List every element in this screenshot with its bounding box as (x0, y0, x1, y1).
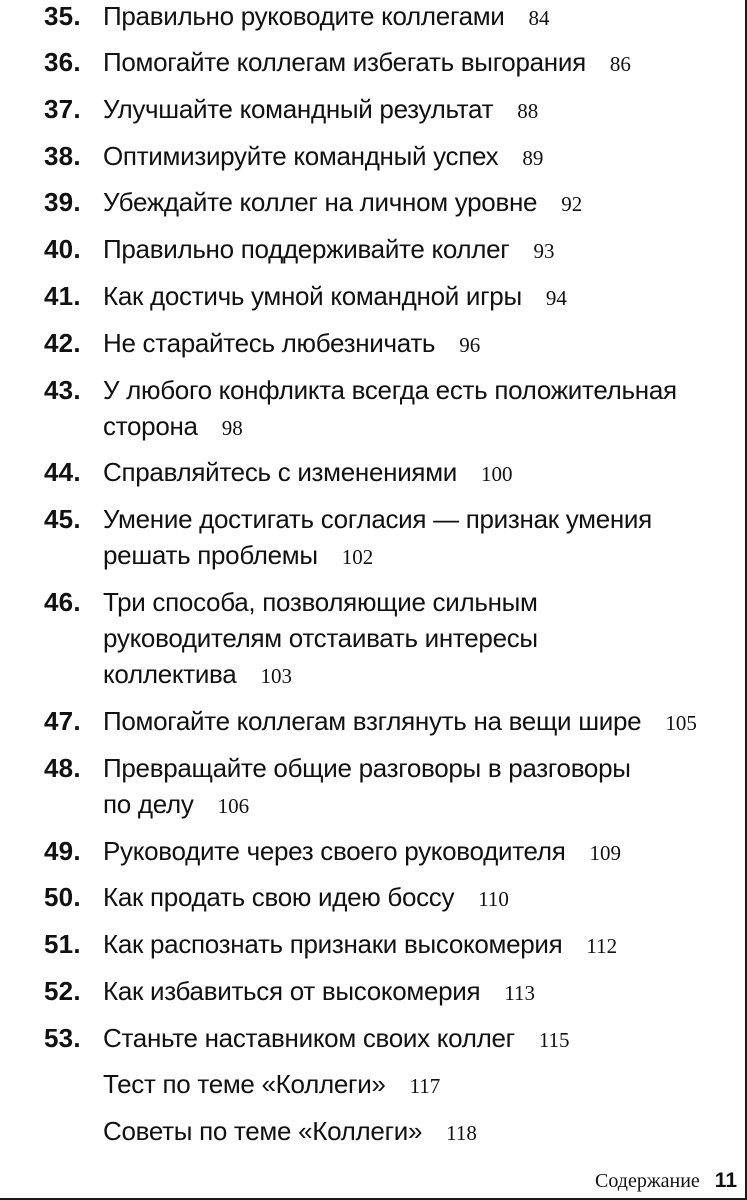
entry-title-line (103, 501, 743, 537)
entry-title-line (103, 138, 743, 174)
entry-page-number: 103 (260, 664, 292, 688)
entry-number: 53. (44, 1023, 81, 1053)
entry-title-text: Улучшайте командный результат (103, 94, 494, 124)
entry-title (103, 454, 743, 490)
entry-page-number: 115 (538, 1028, 570, 1052)
entry-title-text: сторона (103, 411, 198, 441)
entry-title (103, 44, 743, 80)
entry-page-number: 118 (446, 1121, 477, 1145)
entry-title (103, 278, 743, 314)
entry-title-line (103, 584, 743, 620)
entry-title-text: по делу (103, 789, 194, 819)
entry-title-line (103, 750, 743, 786)
entry-title-text: Умение достигать согласия — признак умения (103, 504, 652, 534)
entry-number: 39. (44, 187, 81, 217)
entry-title-text: Не старайтесь любезничать (103, 328, 436, 358)
entry-title (103, 1066, 743, 1102)
entry-title-line (103, 1113, 743, 1149)
entry-title-text: Правильно руководите коллегами (103, 1, 505, 31)
entry-number: 37. (44, 94, 81, 124)
footer-section-label: Содержание (595, 1170, 700, 1192)
entry-number: 41. (44, 281, 81, 311)
entry-number: 46. (44, 587, 81, 617)
entry-page-number: 93 (533, 239, 555, 263)
entry-number: 48. (44, 753, 81, 783)
entry-page-number: 109 (589, 841, 621, 865)
entry-page-number: 96 (459, 333, 481, 357)
entry-number: 52. (44, 976, 81, 1006)
entry-title-text: Советы по теме «Коллеги» (103, 1116, 423, 1146)
entry-page-number: 105 (665, 711, 697, 735)
entry-page-number: 117 (409, 1074, 441, 1098)
entry-title-text: У любого конфликта всегда есть положительная (103, 375, 677, 405)
entry-title-text: Правильно поддерживайте коллег (103, 234, 510, 264)
entry-title (103, 501, 743, 573)
entry-title (103, 91, 743, 127)
entry-title-text: руководителям отстаивать интересы (103, 623, 538, 653)
entry-number: 50. (44, 882, 81, 912)
entry-page-number: 112 (586, 934, 618, 958)
entry-title-text: Помогайте коллегам взглянуть на вещи шире (103, 706, 642, 736)
entry-title-text: Три способа, позволяющие сильным (103, 587, 538, 617)
entry-title (103, 973, 743, 1009)
entry-number: 44. (44, 457, 81, 487)
entry-title-text: Помогайте коллегам избегать выгорания (103, 47, 586, 77)
entry-page-number: 110 (478, 887, 509, 911)
entry-title-text: решать проблемы (103, 540, 318, 570)
entry-title-text: Оптимизируйте командный успех (103, 141, 499, 171)
entry-page-number: 89 (522, 146, 544, 170)
entry-page-number: 98 (221, 416, 243, 440)
entry-title-line (103, 537, 743, 573)
entry-title (103, 138, 743, 174)
entry-page-number: 92 (561, 192, 583, 216)
entry-page-number: 84 (528, 6, 550, 30)
entry-page-number: 106 (217, 794, 250, 818)
entry-number: 43. (44, 375, 81, 405)
entry-title (103, 184, 743, 220)
entry-title (103, 833, 743, 869)
entry-title-line (103, 231, 743, 267)
entry-title (103, 231, 743, 267)
entry-title-line (103, 91, 743, 127)
entry-page-number: 102 (341, 545, 374, 569)
entry-page-number: 100 (481, 462, 513, 486)
entry-number: 45. (44, 504, 81, 534)
entry-title-line (103, 278, 743, 314)
entry-title-text: Как продать свою идею боссу (103, 882, 455, 912)
entry-title-text: коллектива (103, 659, 237, 689)
entry-title-text: Убеждайте коллег на личном уровне (103, 187, 538, 217)
entry-title-line (103, 44, 743, 80)
entry-number: 38. (44, 141, 81, 171)
entry-title-text: Как распознать признаки высокомерия (103, 929, 563, 959)
entry-title-line (103, 973, 743, 1009)
entry-title (103, 1020, 743, 1056)
entry-title (103, 879, 743, 915)
entry-title-line (103, 786, 743, 822)
entry-title-text: Руководите через своего руководителя (103, 836, 566, 866)
entry-title-line (103, 620, 743, 656)
entry-title-text: Превращайте общие разговоры в разговоры (103, 753, 631, 783)
entry-title-text: Тест по теме «Коллеги» (103, 1069, 386, 1099)
entry-title-line (103, 325, 743, 361)
entry-title (103, 584, 743, 692)
entry-title (103, 0, 743, 34)
entry-title-text: Справляйтесь с изменениями (103, 457, 457, 487)
entry-title-line (103, 372, 743, 408)
entry-title (103, 926, 743, 962)
entry-title-text: Как избавиться от высокомерия (103, 976, 481, 1006)
page-number: 11 (714, 1169, 737, 1192)
entry-page-number: 94 (545, 286, 567, 310)
entry-title (103, 325, 743, 361)
entry-number: 40. (44, 234, 81, 264)
entry-title-line (103, 926, 743, 962)
entry-number: 35. (44, 1, 81, 31)
entry-title-line (103, 879, 743, 915)
entry-number: 49. (44, 836, 81, 866)
entry-title-line (103, 454, 743, 490)
entry-title (103, 372, 743, 444)
entry-title-line (103, 184, 743, 220)
entry-title-line (103, 408, 743, 444)
entry-page-number: 113 (504, 981, 536, 1005)
running-footer (595, 1168, 737, 1194)
entry-title-line (103, 703, 743, 739)
entry-title-line (103, 656, 743, 692)
entry-page-number: 86 (609, 52, 631, 76)
entry-number: 36. (44, 47, 81, 77)
entry-title-text: Станьте наставником своих коллег (103, 1023, 515, 1053)
entry-title-line (103, 1020, 743, 1056)
entry-page-number: 88 (517, 99, 539, 123)
entry-title-line (103, 833, 743, 869)
entry-number: 51. (44, 929, 81, 959)
entry-title-line (103, 1066, 743, 1102)
entry-title (103, 750, 743, 822)
entry-number: 47. (44, 706, 81, 736)
entry-title-line (103, 0, 743, 34)
entry-title (103, 703, 743, 739)
entry-title (103, 1113, 743, 1149)
entry-number: 42. (44, 328, 81, 358)
entry-title-text: Как достичь умной командной игры (103, 281, 522, 311)
